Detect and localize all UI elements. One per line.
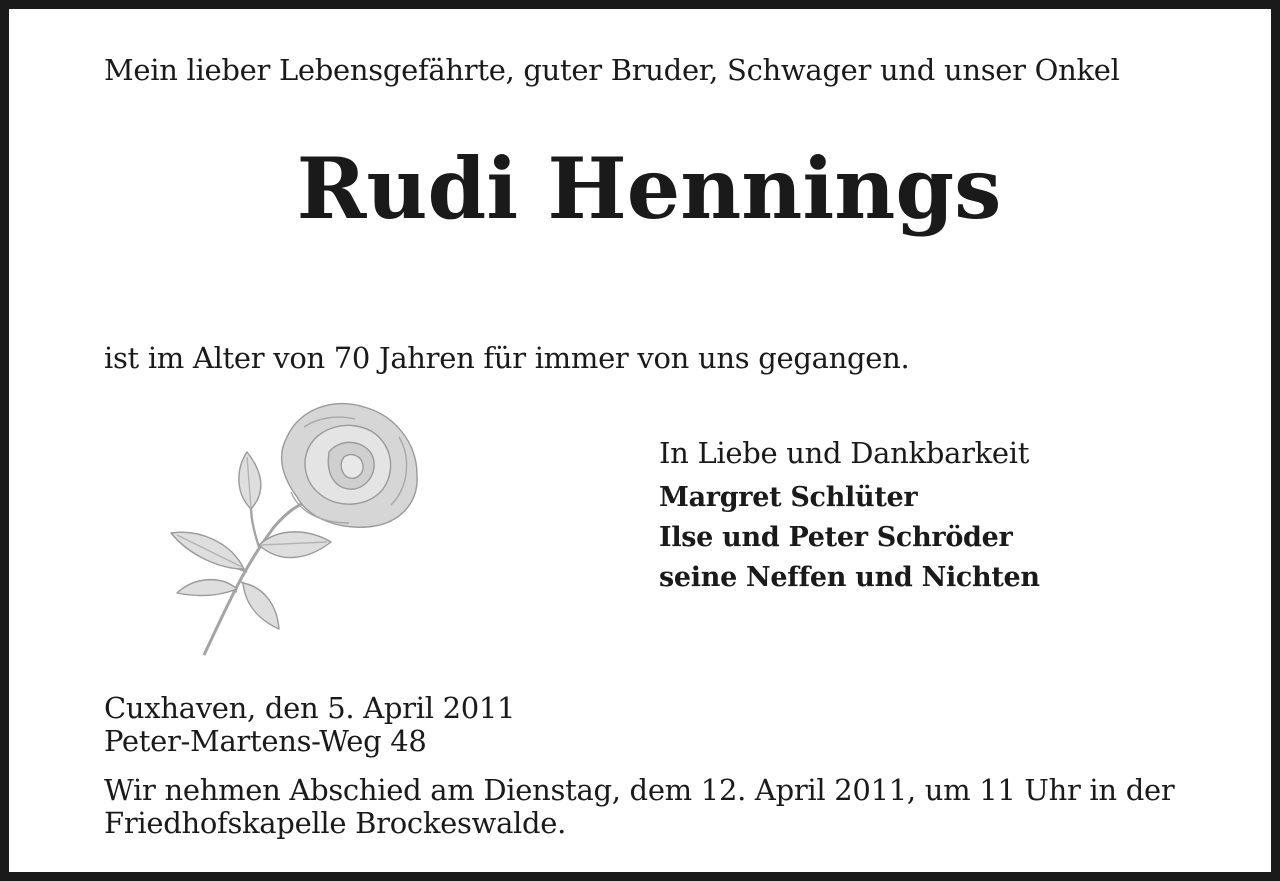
- place-and-address: [104, 692, 515, 758]
- mourner-name: Margret Schlüter: [659, 482, 918, 513]
- deceased-name: Rudi Hennings: [296, 139, 1002, 238]
- intro-line: Mein lieber Lebensgefährte, guter Bruder, Schwager und unser Onkel: [104, 53, 1120, 87]
- mourners-heading: In Liebe und Dankbarkeit: [659, 436, 1030, 470]
- mourner-name: Ilse und Peter Schröder: [659, 522, 1013, 553]
- mourners-block: [659, 434, 1040, 598]
- place-date: Cuxhaven, den 5. April 2011: [104, 691, 516, 725]
- age-statement: ist im Alter von 70 Jahren für immer von uns gegangen.: [104, 341, 910, 375]
- funeral-line: Wir nehmen Abschied am Dienstag, dem 12. April 2011, um 11 Uhr in der: [104, 773, 1175, 807]
- mourner-name: seine Neffen und Nichten: [659, 562, 1040, 593]
- address: Peter-Martens-Weg 48: [104, 724, 427, 758]
- funeral-line: Friedhofskapelle Brockeswalde.: [104, 806, 567, 840]
- funeral-info: [104, 774, 1214, 840]
- rose-illustration: [159, 397, 429, 667]
